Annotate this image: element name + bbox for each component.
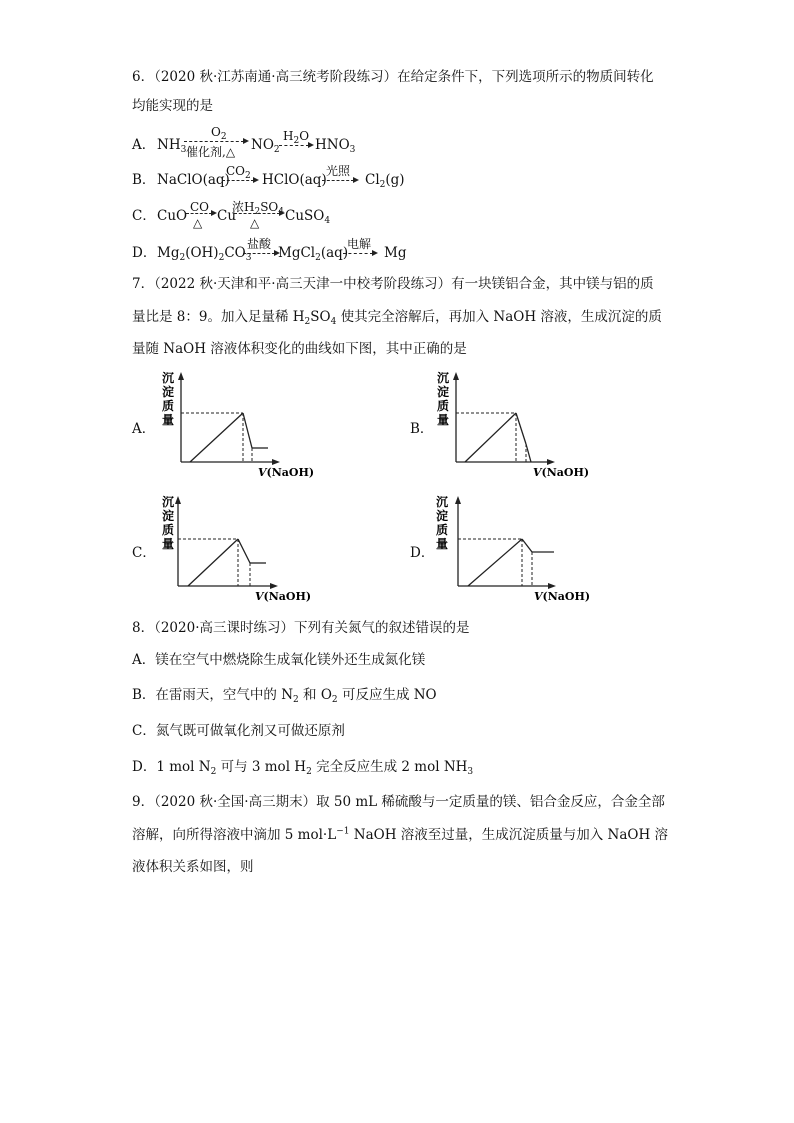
q7-graph-a-ylabel-1: 沉 [162, 371, 175, 385]
q7-graph-c-ylabel-2: 淀 [162, 509, 175, 523]
q7-graph-b-xlabel: V(NaOH) [533, 466, 590, 479]
q7-graph-c-rise [188, 539, 238, 586]
q7-graph-a-x-arrow [272, 459, 280, 465]
q7-graph-a-svg [150, 368, 390, 484]
q6-d-arrow1 [243, 253, 275, 254]
q6-b-label: B． [132, 172, 156, 188]
q6-a-above1: $O_2$ [211, 125, 227, 142]
q6-stem-line2: 均能实现的是 [132, 98, 213, 114]
q7-graph-b-ylabel-2: 淀 [437, 385, 450, 399]
q7-graph-c-svg [150, 492, 390, 608]
q6-c-tri2: △ [250, 216, 260, 230]
q8-option-a: A．镁在空气中燃烧除生成氧化镁外还生成氮化镁 [132, 652, 426, 668]
q6-d-mg2oh2co3: $Mg_2(OH)_2CO_3$ [157, 245, 252, 263]
q7-graph-d-label: D． [410, 545, 435, 561]
q6-d-above1: 盐酸 [247, 237, 272, 251]
q7-stem-line2: 量比是 8：9。加入足量稀 $H_2SO_4$ 使其完全溶解后，再加入 NaOH 溶液，生成沉淀的质 [132, 309, 662, 327]
q7-graph-a-label: A． [132, 421, 156, 437]
q7-graph-c-ylabel-3: 质 [162, 523, 175, 537]
q7-graph-b-ylabel-4: 量 [437, 413, 450, 427]
q7-graph-b-ylabel-3: 质 [437, 399, 450, 413]
q8-option-b: B．在雷雨天，空气中的 $N_2$ 和 $O_2$ 可反应生成 NO [132, 687, 437, 705]
q7-graph-a-ylabel-3: 质 [162, 399, 175, 413]
q7-graph-a-rise [190, 413, 243, 462]
q8-stem: 8．（2020·高三课时练习）下列有关氮气的叙述错误的是 [132, 620, 470, 636]
q6-c-label: C． [132, 208, 156, 224]
q7-graph-d-rise [468, 539, 522, 586]
q6-c-above2: 浓$H_2SO_4$ [232, 200, 284, 217]
q9-stem-line2: 溶解，向所得溶液中滴加 5 $mol\cdot L^{-1}$ NaOH 溶液至过量，生成沉淀质量与加入 NaOH 溶 [132, 826, 669, 843]
q6-d-arrow2 [343, 253, 373, 254]
q6-d-label: D． [132, 245, 157, 261]
q6-a-below1: 催化剂,△ [186, 145, 236, 159]
q6-c-arrow1 [186, 213, 212, 214]
q7-graph-a-fall [243, 413, 252, 448]
q7-graph-d-ylabel-4: 量 [436, 537, 449, 551]
q7-graph-c-x-arrow [270, 583, 278, 589]
q6-b-above1: $CO_2$ [226, 164, 251, 181]
q8-option-c: C．氮气既可做氧化剂又可做还原剂 [132, 723, 345, 739]
q7-graph-a-xlabel: V(NaOH) [258, 466, 315, 479]
q6-a-above2: $H_2O$ [283, 129, 310, 146]
q7-graph-d-ylabel-3: 质 [436, 523, 449, 537]
q7-graph-c-ylabel-4: 量 [162, 537, 175, 551]
q7-graph-d-svg [428, 492, 668, 608]
q6-b-arrow2 [322, 180, 354, 181]
q6-a-arrowhead2 [308, 142, 314, 148]
q7-graph-b-fall1 [516, 413, 526, 444]
q7-stem-line1: 7．（2022 秋·天津和平·高三天津一中校考阶段练习）有一块镁铝合金，其中镁与铝的质 [132, 276, 654, 292]
q6-c-arrow2 [234, 213, 280, 214]
q7-graph-b-y-arrow [453, 372, 459, 380]
q6-a-label: A． [132, 137, 156, 153]
q7-graph-d-ylabel-2: 淀 [436, 509, 449, 523]
q7-graph-b-x-arrow [547, 459, 555, 465]
q6-d-arrowhead2 [372, 250, 378, 256]
q7-stem-line3: 量随 NaOH 溶液体积变化的曲线如下图，其中正确的是 [132, 341, 467, 357]
q7-graph-d-y-arrow [455, 496, 461, 504]
q7-graph-d-x-arrow [548, 583, 556, 589]
q6-c-cuo: CuO [157, 208, 188, 224]
q6-b-naclo: NaClO(aq) [157, 172, 230, 188]
q7-graph-d-fall [522, 539, 532, 552]
q7-graph-c-label: C． [132, 545, 156, 561]
q7-graph-d-ylabel-1: 沉 [436, 495, 449, 509]
q7-graph-b-svg [425, 368, 665, 484]
q7-graph-a-ylabel-2: 淀 [162, 385, 175, 399]
q7-graph-c-ylabel-1: 沉 [162, 495, 175, 509]
q6-c-tri1: △ [193, 216, 203, 230]
q7-graph-d-xlabel: V(NaOH) [534, 590, 591, 603]
q7-graph-c-fall [238, 539, 250, 563]
q8-option-d: D．1 mol $N_2$ 可与 3 mol $H_2$ 完全反应生成 2 mol $NH_3$ [132, 759, 474, 777]
q9-stem-line3: 液体积关系如图，则 [132, 859, 254, 875]
q6-stem-line1: 6．（2020 秋·江苏南通·高三统考阶段练习）在给定条件下，下列选项所示的物质间转化 [132, 69, 654, 85]
q9-stem-line1: 9．（2020 秋·全国·高三期末）取 50 mL 稀硫酸与一定质量的镁、铝合金反应，合金全部 [132, 794, 665, 810]
q6-a-nh3: $NH_3$ [157, 137, 187, 155]
q7-graph-c-xlabel: V(NaOH) [255, 590, 312, 603]
q6-a-hno3: $HNO_3$ [315, 137, 356, 155]
q6-b-hclo: HClO(aq) [262, 172, 327, 188]
q6-a-arrow1 [184, 141, 244, 142]
q6-c-above1: CO [190, 200, 210, 214]
q7-graph-b-fall2 [526, 444, 531, 462]
q6-a-arrowhead1 [243, 138, 249, 144]
q6-b-arrow1 [222, 180, 254, 181]
q7-graph-b-label: B． [410, 421, 434, 437]
q7-graph-b-rise [465, 413, 516, 462]
q7-graph-a-ylabel-4: 量 [162, 413, 175, 427]
q6-b-above2: 光照 [326, 164, 351, 178]
q7-graph-a-y-arrow [178, 372, 184, 380]
q6-c-cuso4: CuSO$_4$ [285, 208, 331, 226]
q6-a-no2: $NO_2$ [251, 137, 280, 155]
q6-c-cu: Cu [217, 208, 237, 224]
q7-graph-b-ylabel-1: 沉 [437, 371, 450, 385]
q6-d-above2: 电解 [347, 237, 372, 251]
q6-b-arrowhead2 [353, 177, 359, 183]
q7-graph-c-y-arrow [175, 496, 181, 504]
q6-b-arrowhead1 [253, 177, 259, 183]
q6-a-arrow2 [279, 145, 309, 146]
q6-b-cl2: $Cl_2(g)$ [365, 172, 405, 190]
q6-d-mgcl2: MgCl$_2$(aq) [278, 245, 349, 263]
q6-d-mg: Mg [384, 245, 407, 261]
